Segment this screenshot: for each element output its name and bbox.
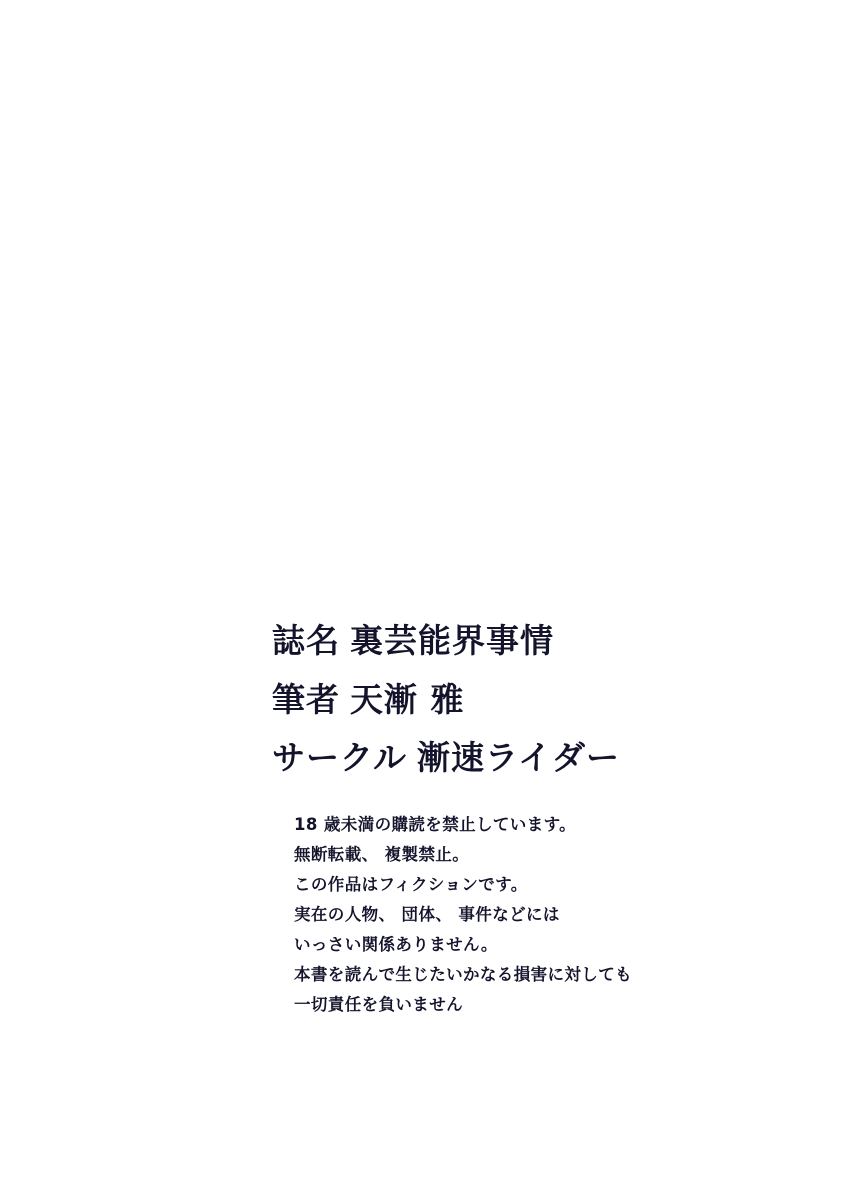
notice-line-no-relation-1: 実在の人物、 団体、 事件などには bbox=[294, 905, 560, 925]
notice-line-liability-1: 本書を読んで生じたいかなる損害に対しても bbox=[294, 965, 632, 985]
colophon-entry-circle bbox=[272, 729, 812, 788]
colophon-entry-author-value: 天漸 雅 bbox=[350, 679, 465, 719]
colophon-headings bbox=[272, 612, 812, 788]
colophon-entry-title bbox=[272, 612, 812, 671]
colophon-entry-circle-value: 漸速ライダー bbox=[417, 738, 621, 778]
notice-line-no-relation-2: いっさい関係ありません。 bbox=[294, 935, 498, 955]
colophon-entry-title-label: 誌名 bbox=[272, 621, 340, 660]
colophon-entry-title-value: 裏芸能界事情 bbox=[350, 621, 554, 660]
notice-line-liability-2: 一切責任を負いません bbox=[294, 995, 463, 1015]
colophon-entry-author-label: 筆者 bbox=[272, 679, 340, 719]
colophon-notices bbox=[294, 810, 812, 1020]
colophon-block bbox=[272, 612, 812, 1020]
colophon-entry-author bbox=[272, 671, 812, 730]
notice-line-age-restriction: 18 歳未満の購読を禁止しています。 bbox=[294, 815, 577, 835]
notice-line-fiction: この作品はフィクションです。 bbox=[294, 875, 528, 895]
notice-line-reprint-ban: 無断転載、 複製禁止。 bbox=[294, 845, 470, 865]
colophon-entry-circle-label: サークル bbox=[272, 738, 408, 778]
